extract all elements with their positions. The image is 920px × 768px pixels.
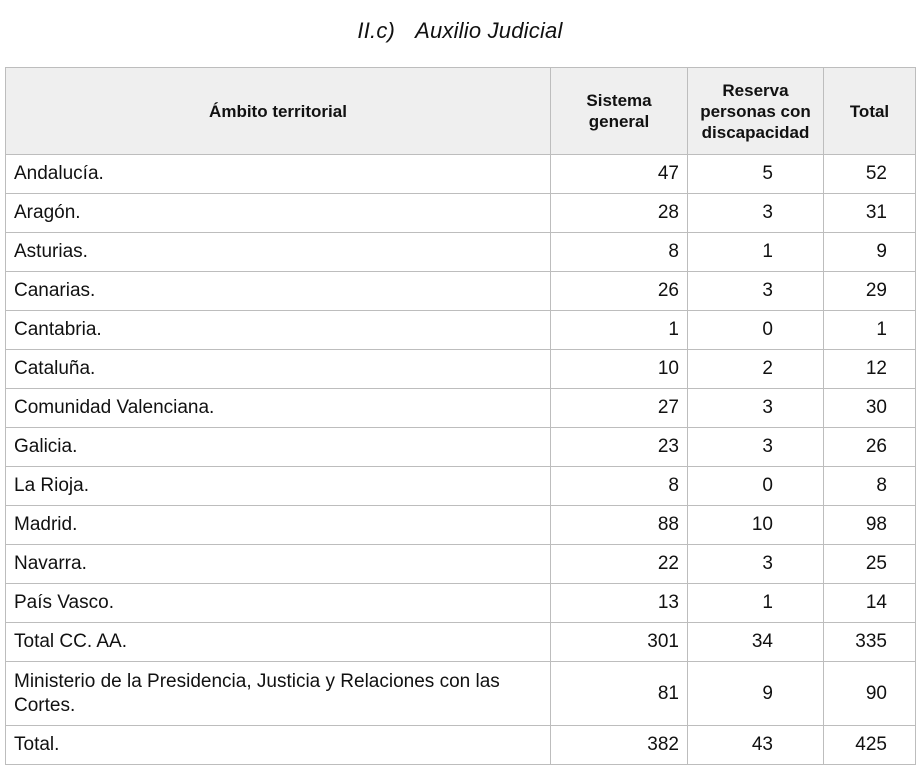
row-sistema: 382 — [551, 726, 688, 765]
table-row — [6, 194, 916, 233]
row-sistema: 301 — [551, 623, 688, 662]
row-name: Madrid. — [6, 506, 551, 545]
title-text: Auxilio Judicial — [415, 18, 563, 43]
header-total: Total — [824, 68, 916, 155]
row-reserva: 0 — [688, 311, 824, 350]
row-total: 12 — [824, 350, 916, 389]
row-sistema: 8 — [551, 467, 688, 506]
table-row — [6, 311, 916, 350]
table-row — [6, 584, 916, 623]
row-sistema: 10 — [551, 350, 688, 389]
row-sistema: 13 — [551, 584, 688, 623]
row-reserva: 10 — [688, 506, 824, 545]
header-ambito: Ámbito territorial — [6, 68, 551, 155]
row-name: Canarias. — [6, 272, 551, 311]
row-sistema: 27 — [551, 389, 688, 428]
row-total: 30 — [824, 389, 916, 428]
row-reserva: 1 — [688, 233, 824, 272]
row-name: Total CC. AA. — [6, 623, 551, 662]
row-reserva: 9 — [688, 662, 824, 726]
row-name: Cataluña. — [6, 350, 551, 389]
row-name: Galicia. — [6, 428, 551, 467]
row-reserva: 3 — [688, 194, 824, 233]
row-name: Asturias. — [6, 233, 551, 272]
row-name: Aragón. — [6, 194, 551, 233]
row-total: 425 — [824, 726, 916, 765]
row-total: 29 — [824, 272, 916, 311]
row-total: 9 — [824, 233, 916, 272]
row-sistema: 88 — [551, 506, 688, 545]
row-reserva: 3 — [688, 545, 824, 584]
row-name: Total. — [6, 726, 551, 765]
table-row — [6, 662, 916, 726]
row-sistema: 8 — [551, 233, 688, 272]
header-reserva: Reserva personas con discapacidad — [688, 68, 824, 155]
header-sistema-general: Sistema general — [551, 68, 688, 155]
row-sistema: 26 — [551, 272, 688, 311]
row-sistema: 28 — [551, 194, 688, 233]
row-total: 98 — [824, 506, 916, 545]
row-reserva: 43 — [688, 726, 824, 765]
row-sistema: 1 — [551, 311, 688, 350]
table-row — [6, 272, 916, 311]
table-row — [6, 233, 916, 272]
row-total: 14 — [824, 584, 916, 623]
row-name: Andalucía. — [6, 155, 551, 194]
table-row — [6, 389, 916, 428]
row-name: País Vasco. — [6, 584, 551, 623]
row-sistema: 47 — [551, 155, 688, 194]
title-code: II.c) — [357, 18, 396, 43]
row-total: 52 — [824, 155, 916, 194]
document-title — [0, 18, 920, 44]
row-reserva: 0 — [688, 467, 824, 506]
row-total: 1 — [824, 311, 916, 350]
table-header-row — [6, 68, 916, 155]
row-total: 335 — [824, 623, 916, 662]
plazas-table — [5, 67, 916, 765]
row-reserva: 3 — [688, 428, 824, 467]
table-row — [6, 350, 916, 389]
row-name: Navarra. — [6, 545, 551, 584]
row-sistema: 23 — [551, 428, 688, 467]
row-total: 90 — [824, 662, 916, 726]
grand-total-row — [6, 726, 916, 765]
row-sistema: 81 — [551, 662, 688, 726]
row-reserva: 5 — [688, 155, 824, 194]
row-reserva: 34 — [688, 623, 824, 662]
row-sistema: 22 — [551, 545, 688, 584]
row-total: 26 — [824, 428, 916, 467]
row-total: 31 — [824, 194, 916, 233]
row-reserva: 2 — [688, 350, 824, 389]
row-total: 8 — [824, 467, 916, 506]
row-reserva: 1 — [688, 584, 824, 623]
row-name: La Rioja. — [6, 467, 551, 506]
row-reserva: 3 — [688, 389, 824, 428]
table-row — [6, 428, 916, 467]
row-total: 25 — [824, 545, 916, 584]
table-row — [6, 155, 916, 194]
row-reserva: 3 — [688, 272, 824, 311]
row-name: Cantabria. — [6, 311, 551, 350]
row-name: Ministerio de la Presidencia, Justicia y Relaciones con las Cortes. — [6, 662, 551, 726]
row-name: Comunidad Valenciana. — [6, 389, 551, 428]
table-row — [6, 467, 916, 506]
subtotal-row — [6, 623, 916, 662]
table-row — [6, 506, 916, 545]
table-row — [6, 545, 916, 584]
